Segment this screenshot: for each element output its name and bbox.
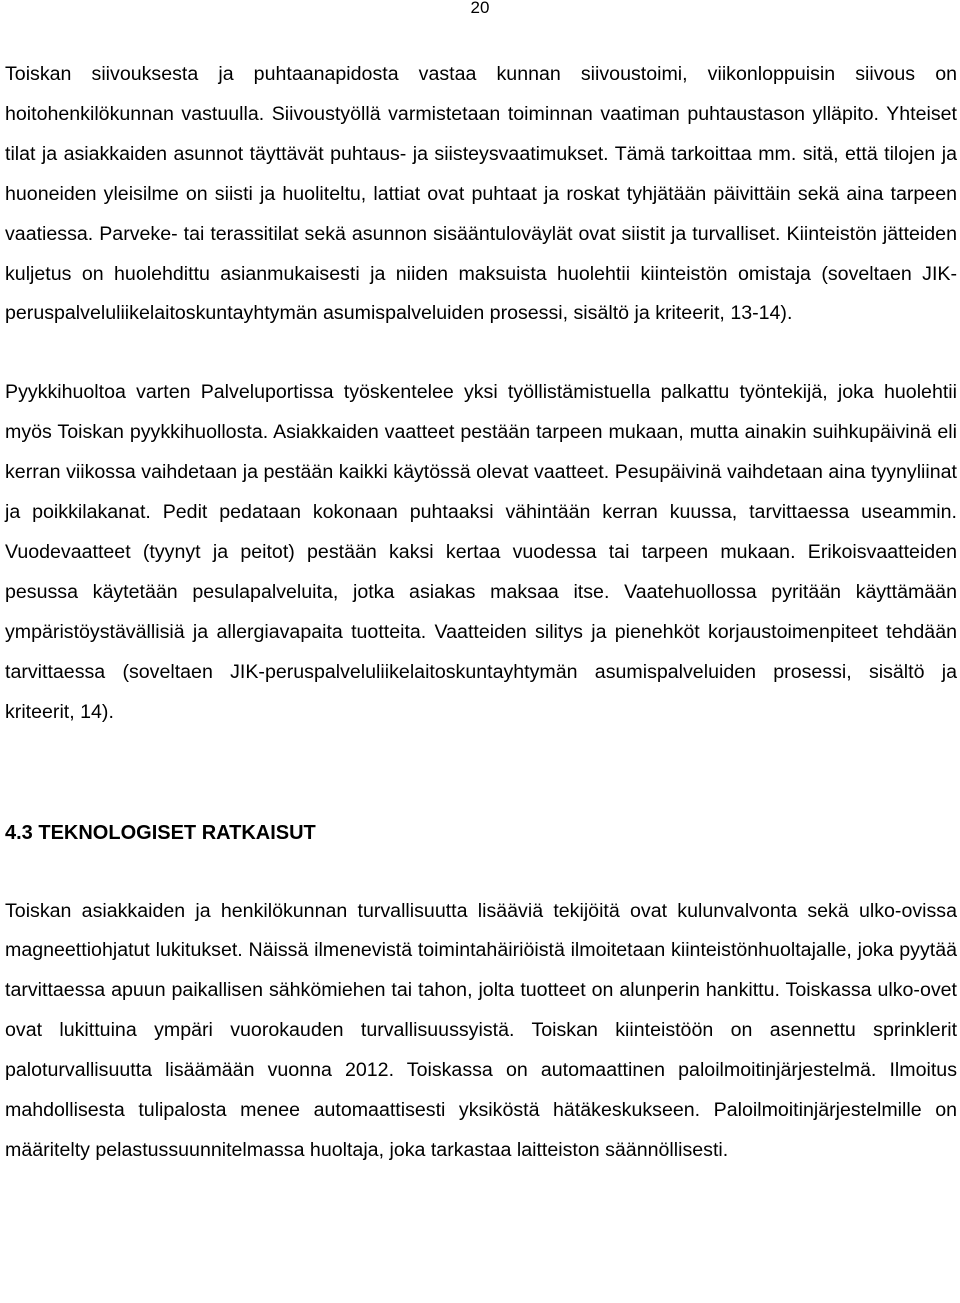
heading-spacer — [5, 853, 957, 892]
paragraph-laundry — [5, 373, 957, 732]
sentence: Toiskassa ulko-ovet ovat lukittuina ympäri vuorokauden turvallisuussyistä. — [5, 979, 957, 1042]
sentence: Pesupäivinä vaihdetaan aina tyynyliinat ja poikkilakanat. — [5, 461, 957, 524]
sentence: Pyykkihuoltoa varten Palveluportissa työskentelee yksi työllistämistuella palkattu työntekijä, joka huolehtii myös Toiskan pyykkihuollosta. — [5, 381, 957, 444]
sentence: Yhteiset tilat ja asiakkaiden asunnot täyttävät puhtaus- ja siisteysvaatimukset. — [5, 102, 957, 165]
sentence: Parveke- tai terassitilat sekä asunnon sisääntuloväylät ovat siistit ja turvalliset. — [99, 222, 781, 245]
sentence: Paloilmoitinjärjestelmille on määritelty pelastussuunnitelmassa huoltaja, joka tarkastaa laitteiston säännöllisesti. — [5, 1099, 957, 1161]
sentence: Pedit pedataan kokonaan puhtaaksi vähintään kerran kuussa, tarvittaessa useammin. — [162, 501, 957, 524]
page-number: 20 — [470, 0, 490, 17]
sentence: Toiskan asiakkaiden ja henkilökunnan turvallisuutta lisääviä tekijöitä ovat kulunvalvonta sekä ulko-ovissa magneettiohjatut lukitukset. — [5, 899, 957, 962]
sentence: Vaatehuollossa pyritään käyttämään ympäristöystävällisiä ja allergiavapaita tuotteita. — [5, 580, 957, 643]
section-heading: 4.3 TEKNOLOGISET RATKAISUT — [5, 821, 316, 844]
sentence: Vuodevaatteet (tyynyt ja peitot) pestään kaksi kertaa vuodessa tai tarpeen mukaan. — [5, 540, 796, 563]
sentence: Asiakkaiden vaatteet pestään tarpeen mukaan, mutta ainakin suihkupäivinä eli kerran viikossa vaihdetaan ja pestään kaikki käytössä olevat vaatteet. — [5, 421, 957, 484]
sentence: Näissä ilmenevistä toimintahäiriöistä ilmoitetaan kiinteistönhuoltajalle, joka pyytää tarvittaessa apuun paikallisen sähkömiehen tai tahon, jolta tuotteet on alunperin hankittu. — [5, 939, 957, 1002]
sentence: Toiskan siivouksesta ja puhtaanapidosta vastaa kunnan siivoustoimi, viikonloppuisin siivous on hoitohenkilökunnan vastuulla. — [5, 63, 957, 125]
sentence: Kiinteistön jätteiden kuljetus on huolehdittu asianmukaisesti ja niiden maksuista huolehtii kiinteistön omistaja (soveltaen JIK-peruspalveluliikelaitoskuntayhtymän asumispalveluiden prosessi, sisältö ja kriteerit, 13-14). — [5, 222, 957, 325]
paragraph-spacer — [5, 334, 957, 373]
paragraph-cleaning — [5, 55, 957, 334]
sentence: Erikoisvaatteiden pesussa käytetään pesulapalveluita, jotka asiakas maksaa itse. — [5, 540, 957, 603]
sentence: Vaatteiden silitys ja pienehköt korjaustoimenpiteet tehdään tarvittaessa (soveltaen JIK-peruspalveluliikelaitoskuntayhtymän asumispalveluiden prosessi, sisältö ja kriteerit, 14). — [5, 620, 957, 723]
section-spacer — [5, 733, 957, 813]
sentence: Toiskan kiinteistöön on asennettu sprinklerit paloturvallisuutta lisäämään vuonna 2012. — [5, 1019, 958, 1082]
paragraph-technology — [5, 892, 957, 1171]
sentence: Toiskassa on automaattinen paloilmoitinjärjestelmä. — [406, 1059, 877, 1082]
sentence: Tämä tarkoittaa mm. sitä, että tilojen ja huoneiden yleisilme on siisti ja huoliteltu, lattiat ovat puhtaat ja roskat tyhjätään päivittäin sekä aina tarpeen vaatiessa. — [5, 142, 957, 245]
sentence: Siivoustyöllä varmistetaan toiminnan vaatiman puhtaustason ylläpito. — [271, 102, 879, 125]
document-body — [5, 55, 957, 1171]
sentence: Ilmoitus mahdollisesta tulipalosta menee automaattisesti yksiköstä hätäkeskukseen. — [5, 1059, 957, 1122]
